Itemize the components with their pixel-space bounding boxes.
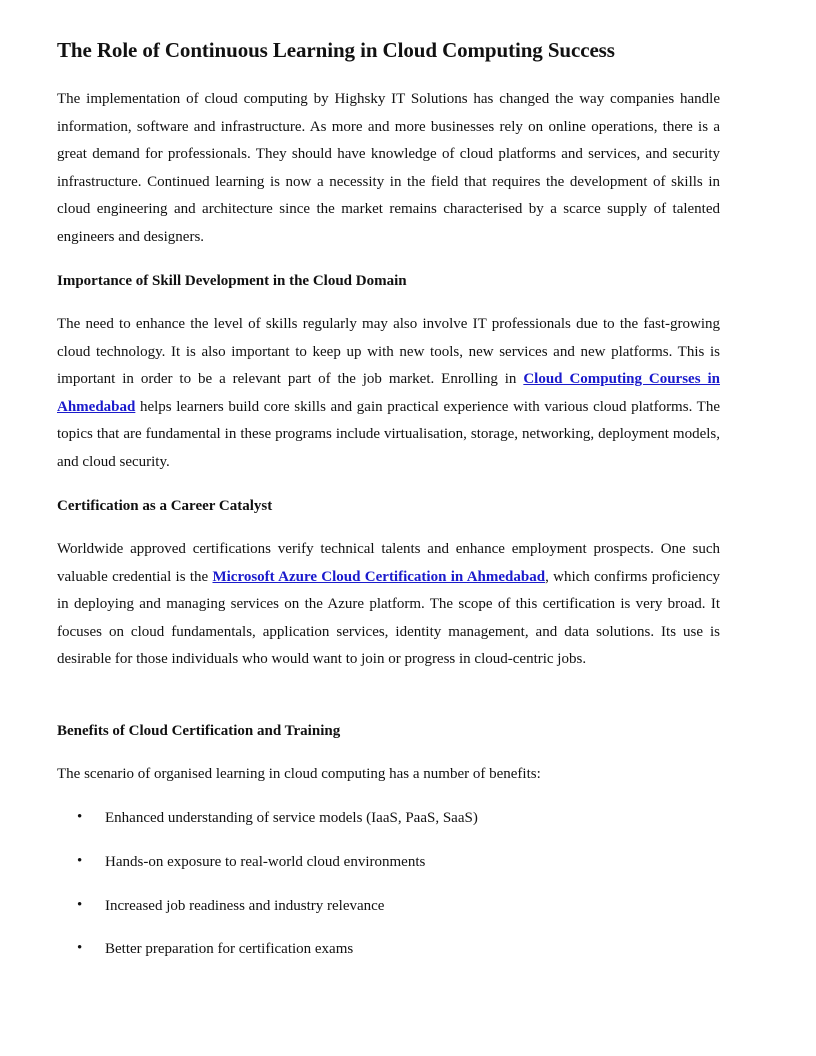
azure-certification-link[interactable]: Microsoft Azure Cloud Certification in Ahmedabad (212, 568, 546, 585)
benefits-intro-paragraph: The scenario of organised learning in cloud computing has a number of benefits: (57, 766, 541, 782)
paragraph-text: , which confirms proficiency in deploying and managing services on the Azure platform. The scope of this certification is very broad. It focuses on cloud fundamentals, application services, identity management, and data solutions. Its use is desirable for those individuals who would want to join or progress in cloud-centric jobs. (57, 568, 720, 668)
paragraph-text: The need to enhance the level of skills regularly may also involve IT professionals due to the fast-growing cloud technology. It is also important to keep up with new tools, new services and new platforms. This is important in order to be a relevant part of the job market. Enrolling in (57, 316, 720, 388)
list-item-text: Hands-on exposure to real-world cloud environments (105, 854, 426, 870)
list-item-text: Better preparation for certification exams (105, 941, 354, 957)
section-heading-benefits: Benefits of Cloud Certification and Training (57, 723, 341, 739)
cloud-computing-courses-link[interactable]: Cloud Computing Courses in Ahmedabad (57, 371, 720, 415)
list-item-text: Increased job readiness and industry relevance (105, 898, 385, 914)
bullet-icon: • (77, 853, 83, 869)
skill-development-paragraph (57, 311, 720, 477)
intro-paragraph: The implementation of cloud computing by Highsky IT Solutions has changed the way companies handle information, software and infrastructure. As more and more businesses rely on online operations, there is a great demand for professionals. They should have knowledge of cloud platforms and services, and security infrastructure. Continued learning is now a necessity in the field that requires the development of skills in cloud engineering and architecture since the market remains characterised by a scarce supply of talented engineers and designers. (57, 91, 720, 245)
paragraph-text: helps learners build core skills and gain practical experience with various cloud platforms. The topics that are fundamental in these programs include virtualisation, storage, networking, deployment models, and cloud security. (57, 398, 720, 470)
list-item-text: Enhanced understanding of service models (IaaS, PaaS, SaaS) (105, 810, 478, 826)
section-heading-skill-development: Importance of Skill Development in the Cloud Domain (57, 273, 407, 289)
bullet-icon: • (77, 809, 83, 825)
document-title: The Role of Continuous Learning in Cloud Computing Success (57, 38, 615, 62)
section-heading-certification: Certification as a Career Catalyst (57, 498, 273, 514)
bullet-icon: • (77, 940, 83, 956)
bullet-icon: • (77, 897, 83, 913)
certification-paragraph (57, 536, 720, 674)
paragraph-text: Worldwide approved certifications verify technical talents and enhance employment prospects. One such valuable credential is the (57, 541, 720, 585)
